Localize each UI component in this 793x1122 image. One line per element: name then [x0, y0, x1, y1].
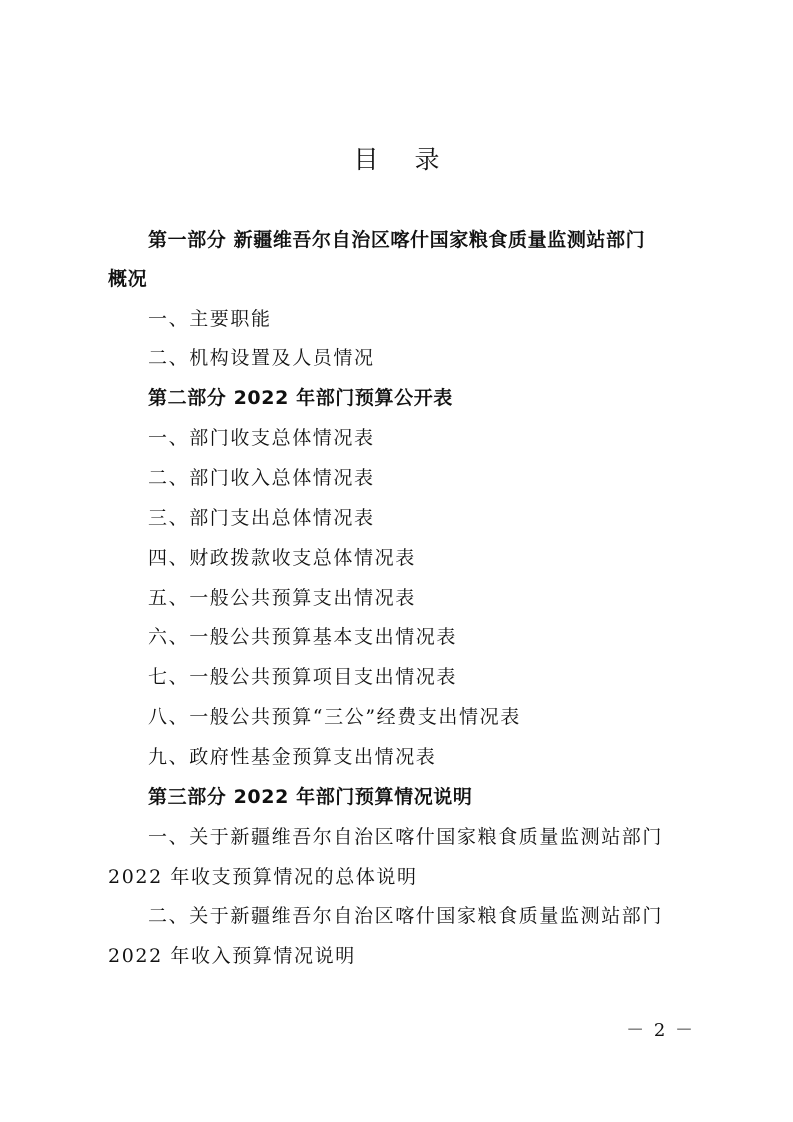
toc-item[interactable]: 一、部门收支总体情况表 [148, 427, 375, 449]
toc-item[interactable]: 二、部门收入总体情况表 [148, 467, 375, 489]
toc-item[interactable]: 七、一般公共预算项目支出情况表 [148, 666, 458, 688]
toc-item-continued[interactable]: 2022 年收入预算情况说明 [108, 945, 356, 967]
toc-part-2-heading[interactable]: 第二部分 2022 年部门预算公开表 [148, 387, 453, 409]
toc-item[interactable]: 八、一般公共预算“三公”经费支出情况表 [148, 706, 521, 728]
page-title: 目 录 [353, 145, 454, 174]
toc-item[interactable]: 六、一般公共预算基本支出情况表 [148, 626, 458, 648]
toc-item[interactable]: 一、主要职能 [148, 308, 272, 330]
toc-item[interactable]: 四、财政拨款收支总体情况表 [148, 547, 416, 569]
toc-item[interactable]: 三、部门支出总体情况表 [148, 507, 375, 529]
toc-item[interactable]: 一、关于新疆维吾尔自治区喀什国家粮食质量监测站部门 [148, 826, 664, 848]
toc-item[interactable]: 五、一般公共预算支出情况表 [148, 587, 416, 609]
toc-part-1-heading-continued[interactable]: 概况 [108, 268, 148, 290]
toc-item-continued[interactable]: 2022 年收支预算情况的总体说明 [108, 866, 418, 888]
toc-item[interactable]: 二、关于新疆维吾尔自治区喀什国家粮食质量监测站部门 [148, 905, 664, 927]
page-number: － 2 － [626, 1020, 695, 1041]
toc-part-3-heading[interactable]: 第三部分 2022 年部门预算情况说明 [148, 786, 473, 808]
toc-part-1-heading[interactable]: 第一部分 新疆维吾尔自治区喀什国家粮食质量监测站部门 [148, 229, 646, 251]
toc-item[interactable]: 九、政府性基金预算支出情况表 [148, 746, 437, 768]
toc-item[interactable]: 二、机构设置及人员情况 [148, 347, 375, 369]
